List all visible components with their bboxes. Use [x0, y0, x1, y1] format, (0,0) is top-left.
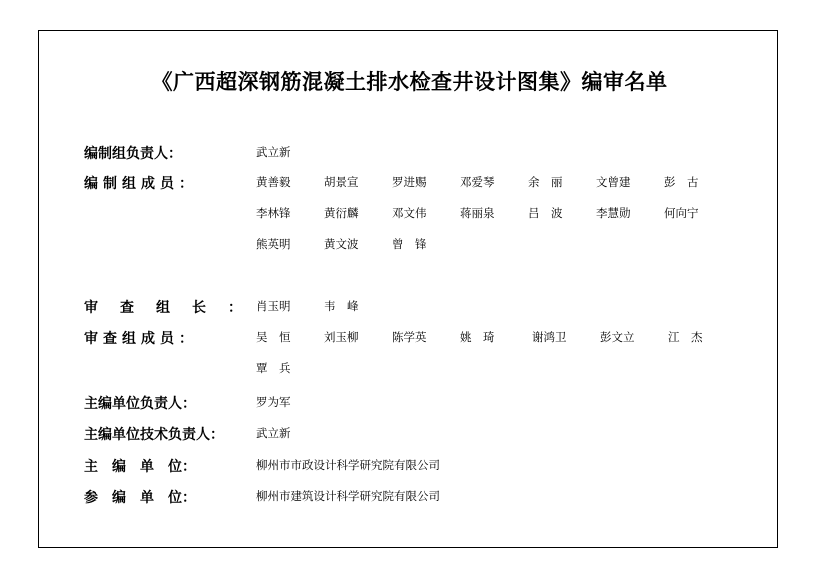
review-members-label: 审查组成员：	[84, 331, 198, 347]
person-name: 武立新	[256, 145, 291, 159]
person-name: 覃 兵	[256, 361, 291, 375]
members-label: 编制组成员：	[84, 176, 198, 192]
person-name: 熊英明	[256, 237, 291, 251]
person-name: 黄文波	[324, 237, 359, 251]
document-title: 《广西超深钢筋混凝土排水检查井设计图集》编审名单	[151, 70, 668, 94]
chief-unit-leader-label: 主编单位负责人：	[84, 396, 196, 412]
person-name: 李慧勋	[596, 206, 631, 220]
person-name: 邓文伟	[392, 206, 427, 220]
person-name: 胡景宣	[324, 175, 359, 189]
chief-unit-label: 主 编 单 位：	[84, 459, 196, 475]
person-name: 黄善毅	[256, 175, 291, 189]
person-name: 余 丽	[528, 175, 563, 189]
person-name: 曾 锋	[392, 237, 427, 251]
person-name: 肖玉明	[256, 299, 291, 313]
person-name: 陈学英	[392, 330, 427, 344]
person-name: 黄衍麟	[324, 206, 359, 220]
person-name: 邓爱琴	[460, 175, 495, 189]
person-name: 文曾建	[596, 175, 631, 189]
person-name: 彭 古	[664, 175, 699, 189]
chief-unit-tech-leader-label: 主编单位技术负责人：	[84, 427, 224, 443]
review-leader-label: 审查组长：	[84, 300, 264, 316]
person-name: 姚 琦	[460, 330, 495, 344]
person-name: 彭文立	[600, 330, 635, 344]
person-name: 武立新	[256, 426, 291, 440]
person-name: 李林锋	[256, 206, 291, 220]
participating-unit-org: 柳州市建筑设计科学研究院有限公司	[256, 489, 440, 503]
chief-unit-org: 柳州市市政设计科学研究院有限公司	[256, 458, 440, 472]
person-name: 吕 波	[528, 206, 563, 220]
person-name: 谢鸿卫	[532, 330, 567, 344]
person-name: 刘玉柳	[324, 330, 359, 344]
person-name: 罗进赐	[392, 175, 427, 189]
person-name: 蒋丽泉	[460, 206, 495, 220]
person-name: 何向宁	[664, 206, 699, 220]
leader-label: 编制组负责人：	[84, 146, 182, 162]
person-name: 罗为军	[256, 395, 291, 409]
person-name: 韦 峰	[324, 299, 359, 313]
person-name: 江 杰	[668, 330, 703, 344]
person-name: 吴 恒	[256, 330, 291, 344]
participating-unit-label: 参 编 单 位：	[84, 490, 196, 506]
